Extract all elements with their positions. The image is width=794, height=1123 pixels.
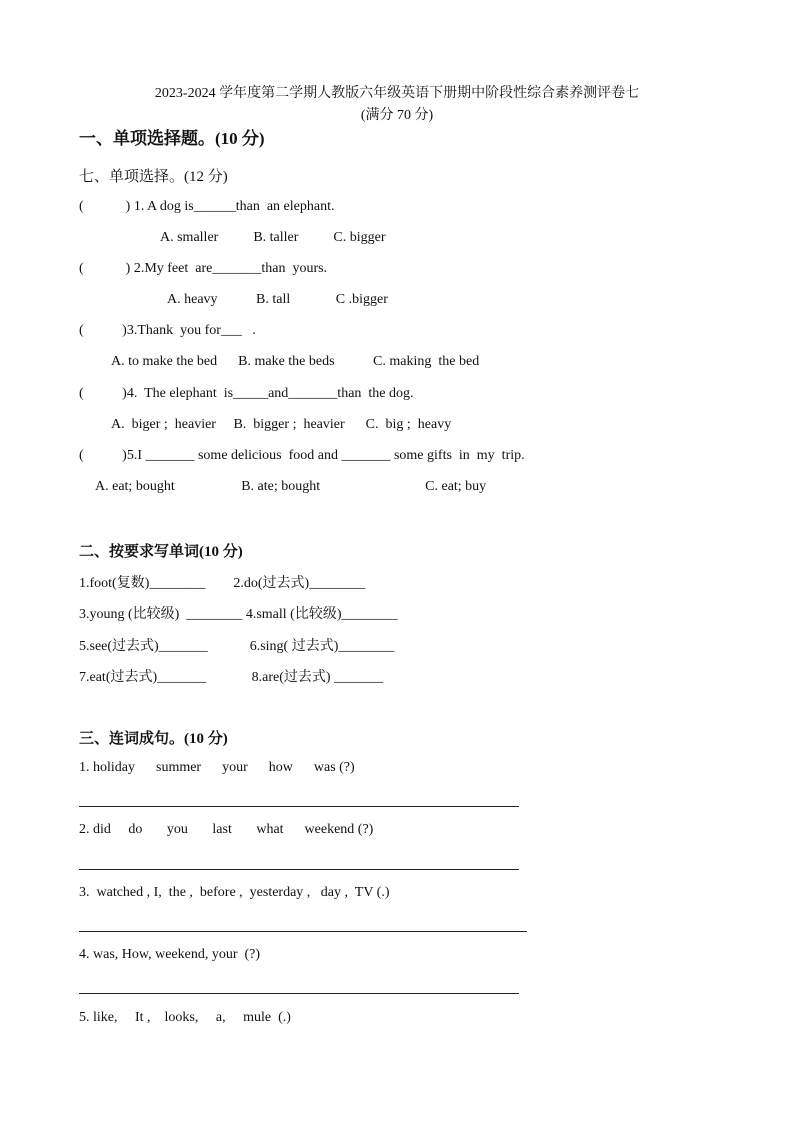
sentence-q4: 4. was, How, weekend, your (?) <box>79 947 261 962</box>
q3-options: A. to make the bed B. make the beds C. making the bed <box>111 354 480 369</box>
word-row-1: 1.foot(复数)________ 2.do(过去式)________ <box>79 576 366 591</box>
q5-options: A. eat; bought B. ate; bought C. eat; buy <box>95 479 487 494</box>
section1-subheading: 七、单项选择。(12 分) <box>79 169 228 185</box>
sentence-q1: 1. holiday summer your how was (?) <box>79 760 355 775</box>
sentence-q5: 5. like, It , looks, a, mule (.) <box>79 1010 291 1025</box>
word-row-2: 3.young (比较级) ________ 4.small (比较级)________ <box>79 607 398 622</box>
q2-options: A. heavy B. tall C .bigger <box>167 292 388 307</box>
q1-stem: ( ) 1. A dog is______than an elephant. <box>79 199 335 214</box>
answer-line-3[interactable] <box>79 931 527 932</box>
exam-title: 2023-2024 学年度第二学期人教版六年级英语下册期中阶段性综合素养测评卷七 <box>154 86 640 101</box>
q4-options: A. biger ; heavier B. bigger ; heavier C. big ; heavy <box>111 417 452 432</box>
sentence-q3: 3. watched , I, the , before , yesterday , day , TV (.) <box>79 885 390 900</box>
q1-options: A. smaller B. taller C. bigger <box>160 230 386 245</box>
q2-stem: ( ) 2.My feet are_______than yours. <box>79 261 328 276</box>
section1-heading: 一、单项选择题。(10 分) <box>79 129 265 148</box>
word-row-3: 5.see(过去式)_______ 6.sing( 过去式)________ <box>79 639 395 654</box>
score-note: (满分 70 分) <box>360 108 434 123</box>
answer-line-2[interactable] <box>79 869 519 870</box>
q5-stem: ( )5.I _______ some delicious food and _______ some gifts in my trip. <box>79 448 525 463</box>
section3-heading: 三、连词成句。(10 分) <box>79 731 228 747</box>
word-row-4: 7.eat(过去式)_______ 8.are(过去式) _______ <box>79 670 384 685</box>
q4-stem: ( )4. The elephant is_____and_______than the dog. <box>79 386 414 401</box>
answer-line-1[interactable] <box>79 806 519 807</box>
sentence-q2: 2. did do you last what weekend (?) <box>79 822 374 837</box>
q3-stem: ( )3.Thank you for___ . <box>79 323 256 338</box>
section2-heading: 二、按要求写单词(10 分) <box>79 544 243 560</box>
answer-line-4[interactable] <box>79 993 519 994</box>
